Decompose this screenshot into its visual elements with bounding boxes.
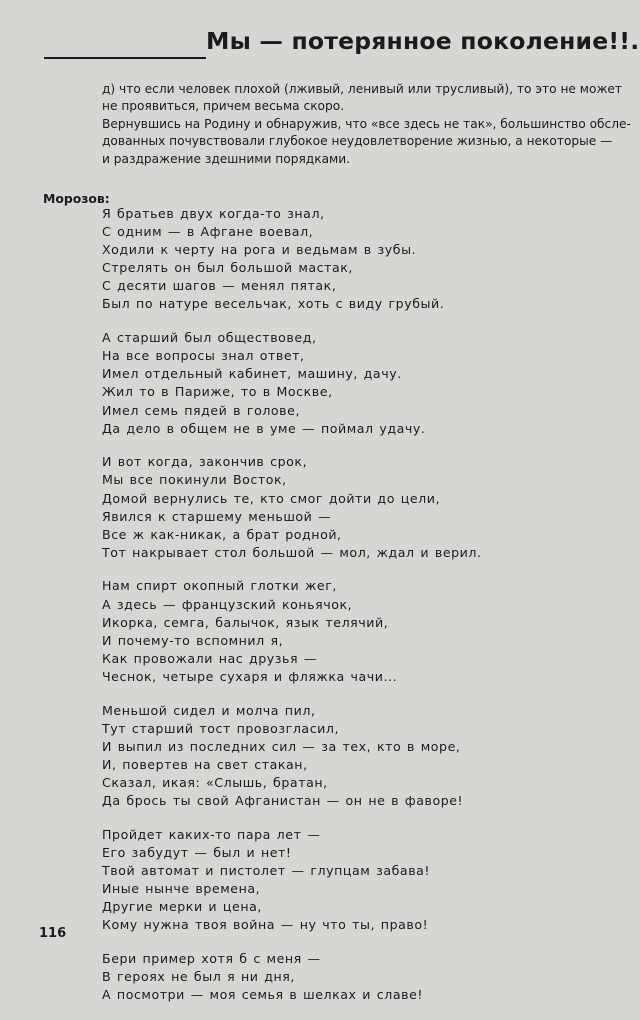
poem-line: Домой вернулись те, кто смог дойти до цели, (102, 490, 441, 506)
stanza (102, 826, 622, 935)
poem-line: Был по натуре весельчак, хоть с виду грубый. (102, 296, 445, 312)
intro-line: дованных почувствовали глубокое неудовлетворение жизнью, а некоторые — (102, 134, 613, 149)
poem-line: Иные нынче времена, (102, 881, 261, 897)
poem-line: Да брось ты свой Афганистан — он не в фаворе! (102, 793, 464, 809)
intro-line: и раздражение здешними порядками. (102, 151, 351, 166)
intro-paragraph (102, 81, 636, 168)
poem-line: Я братьев двух когда-то знал, (102, 206, 325, 221)
poem-line: И почему-то вспомнил я, (102, 632, 284, 648)
poem-line: Тут старший тост провозгласил, (102, 720, 340, 736)
stanza (102, 950, 622, 1004)
poem-line: Пройдет каких-то пара лет — (102, 826, 321, 842)
intro-line: д) что если человек плохой (лживый, ленивый или трусливый), то это не может (102, 82, 623, 96)
poem-line: Кому нужна твоя война — ну что ты, право! (102, 917, 429, 933)
poem (102, 205, 622, 1020)
intro-line: Вернувшись на Родину и обнаружив, что «все здесь не так», большинство обсле- (102, 116, 631, 131)
poem-line: И выпил из последних сил — за тех, кто в море, (102, 738, 461, 754)
poem-line: А старший был обществовед, (102, 330, 317, 346)
poem-line: И, повертев на свет стакан, (102, 756, 308, 772)
poem-line: Чеснок, четыре сухаря и фляжка чачи... (102, 668, 398, 684)
stanza (102, 453, 622, 562)
page-number: 116 (39, 926, 67, 941)
poem-line: Все ж как-никак, а брат родной, (102, 526, 342, 542)
intro-line: не проявиться, причем весьма скоро. (102, 99, 345, 114)
poem-line: С десяти шагов — менял пятак, (102, 278, 337, 294)
stanza (102, 577, 622, 686)
poem-line: Его забудут — был и нет! (102, 844, 292, 860)
stanza (102, 205, 622, 314)
poem-line: Твой автомат и пистолет — глупцам забава! (102, 862, 431, 878)
poem-line: В героях не был я ни дня, (102, 969, 295, 985)
poem-line: Меньшой сидел и молча пил, (102, 702, 316, 718)
poem-line: Явился к старшему меньшой — (102, 508, 332, 524)
poem-line: А посмотри — моя семья в шелках и славе! (102, 987, 423, 1003)
poem-line: Да дело в общем не в уме — поймал удачу. (102, 420, 426, 436)
poem-line: Мы все покинули Восток, (102, 472, 287, 488)
poem-line: Ходили к черту на рога и ведьмам в зубы. (102, 242, 417, 258)
poem-line: Сказал, икая: «Слышь, братан, (102, 775, 328, 790)
poem-line: Бери пример хотя б с меня — (102, 950, 321, 966)
poem-line: Имел отдельный кабинет, машину, дачу. (102, 366, 402, 382)
poem-line: С одним — в Афгане воевал, (102, 224, 314, 240)
poem-line: Тот накрывает стол большой — мол, ждал и верил. (102, 544, 482, 560)
poem-line: Другие мерки и цена, (102, 899, 262, 915)
poem-line: И вот когда, закончив срок, (102, 454, 308, 470)
poem-line: Икорка, семга, балычок, язык телячий, (102, 614, 389, 630)
stanza (102, 329, 622, 438)
poem-line: На все вопросы знал ответ, (102, 348, 305, 364)
poem-line: Нам спирт окопный глотки жег, (102, 578, 337, 594)
speaker-name: Морозов: (43, 191, 110, 206)
stanza (102, 702, 622, 811)
poem-line: Жил то в Париже, то в Москве, (102, 384, 333, 400)
poem-line: Стрелять он был большой мастак, (102, 260, 353, 276)
poem-line: А здесь — французский коньячок, (102, 596, 353, 612)
poem-line: Как провожали нас друзья — (102, 650, 318, 666)
poem-line: Имел семь пядей в голове, (102, 402, 300, 418)
header-rule (44, 57, 206, 59)
page-title: Мы — потерянное поколение!!. (206, 27, 640, 55)
